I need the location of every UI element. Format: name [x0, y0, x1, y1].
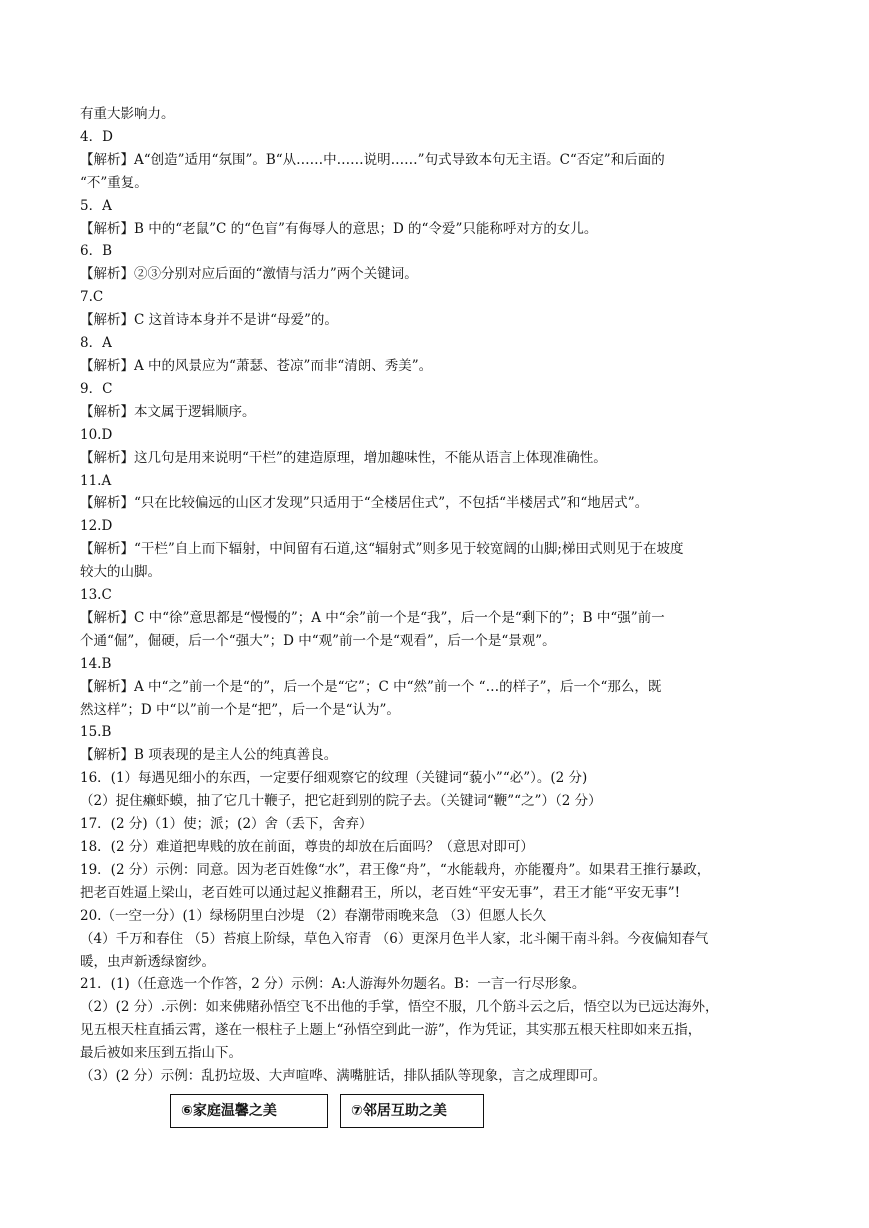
text-line: （4）千万和春住 （5）苔痕上阶绿，草色入帘青 （6）更深月色半人家，北斗阑干南斗斜。今夜偏知春气: [80, 930, 709, 947]
text-line: 【解析】C 中“徐”意思都是“慢慢的”；A 中“余”前一个是“我”，后一个是“剩下的”；B 中“强”前一: [80, 609, 665, 626]
text-line: 【解析】“干栏”自上而下辐射，中间留有石道,这“辐射式”则多见于较宽阔的山脚;梯田式则见于在坡度: [80, 541, 684, 558]
text-line: 暖，虫声新透绿窗纱。: [80, 953, 215, 970]
text-line: 【解析】B 中的“老鼠”C 的“色盲”有侮辱人的意思；D 的“令爱”只能称呼对方的女儿。: [80, 220, 598, 237]
text-line: 16．(1）每遇见细小的东西，一定要仔细观察它的纹理（关键词“藐小”“必”）。(2 分): [80, 770, 588, 787]
text-line: （2）捉住癞虾蟆，抽了它几十鞭子，把它赶到别的院子去。（关键词“鞭”“之”）（2 分）: [80, 793, 602, 810]
text-line: 12.D: [80, 518, 113, 535]
answer-key-text: [80, 103, 792, 1088]
text-line: 15.B: [80, 724, 112, 741]
text-line: 5．A: [80, 197, 112, 214]
text-line: 19．(2 分）示例：同意。因为老百姓像“水”，君王像“舟”，“水能载舟，亦能覆舟”。如果君王推行暴政，: [80, 861, 711, 878]
answer-box-neighbor: ⑦邻居互助之美: [340, 1094, 484, 1128]
text-line: 18．(2 分）难道把卑贱的放在前面，尊贵的却放在后面吗？（意思对即可）: [80, 839, 534, 855]
text-line: 10.D: [80, 426, 113, 443]
text-line: 【解析】A 中的风景应为“萧瑟、苍凉”而非“清朗、秀美”。: [80, 357, 433, 374]
text-line: 4．D: [80, 128, 113, 145]
text-line: （2）(2 分）.示例：如来佛赌孙悟空飞不出他的手掌，悟空不服，几个筋斗云之后，悟空以为已远达海外，: [80, 999, 719, 1016]
text-line: 【解析】C 这首诗本身并不是讲“母爱”的。: [80, 312, 338, 329]
text-line: 【解析】②③分别对应后面的“激情与活力”两个关键词。: [80, 266, 418, 283]
text-line: “不”重复。: [80, 174, 148, 191]
text-line: 【解析】本文属于逻辑顺序。: [80, 403, 256, 420]
text-line: 较大的山脚。: [80, 564, 161, 581]
text-line: 14.B: [80, 655, 112, 672]
text-line: （3）(2 分）示例：乱扔垃圾、大声喧哗、满嘴脏话，排队插队等现象，言之成理即可。: [80, 1068, 607, 1085]
text-line: 6．B: [80, 243, 113, 260]
text-line: 8．A: [80, 335, 112, 352]
text-line: 【解析】这几句是用来说明“干栏”的建造原理，增加趣味性，不能从语言上体现准确性。: [80, 449, 607, 466]
text-line: 最后被如来压到五指山下。: [80, 1045, 242, 1062]
text-line: 21．(1)（任意选一个作答，2 分）示例：A:人游海外勿题名。B：一言一行尽形象。: [80, 976, 586, 993]
text-line: 个通“倔”，倔硬，后一个“强大”；D 中“观”前一个是“观看”，后一个是“景观”。: [80, 632, 556, 649]
text-line: 9．C: [80, 380, 113, 397]
answer-box-family: ⑥家庭温馨之美: [170, 1094, 328, 1128]
text-line: 【解析】B 项表现的是主人公的纯真善良。: [80, 747, 338, 764]
text-line: 把老百姓逼上梁山，老百姓可以通过起义推翻君王，所以，老百姓“平安无事”，君王才能“平安无事”!: [80, 884, 681, 901]
text-line: 【解析】“只在比较偏远的山区才发现”只适用于“全楼居住式”，不包括“半楼居式”和“地居式”。: [80, 495, 649, 512]
text-line: 20.（一空一分）(1）绿杨阴里白沙堤 （2）春潮带雨晚来急 （3）但愿人长久: [80, 907, 547, 924]
text-line: 【解析】A 中“之”前一个是“的”，后一个是“它”；C 中“然”前一个 “…的样子”，后一个“那么，既: [80, 678, 662, 695]
text-line: 【解析】A“创造”适用“氛围”。B“从……中……说明……”句式导致本句无主语。C“否定”和后面的: [80, 151, 665, 168]
text-line: 有重大影响力。: [80, 106, 175, 122]
text-line: 17．(2 分)（1）使；派；(2）舍（丢下，舍弃）: [80, 816, 373, 833]
text-line: 然这样”；D 中“以”前一个是“把”，后一个是“认为”。: [80, 701, 400, 718]
text-line: 11.A: [80, 472, 112, 489]
text-line: 7.C: [80, 289, 104, 306]
text-line: 13.C: [80, 587, 112, 604]
text-line: 见五根天柱直插云霄，遂在一根柱子上题上“孙悟空到此一游”，作为凭证，其实那五根天柱即如来五指，: [80, 1022, 702, 1039]
answer-boxes: [170, 1094, 484, 1128]
